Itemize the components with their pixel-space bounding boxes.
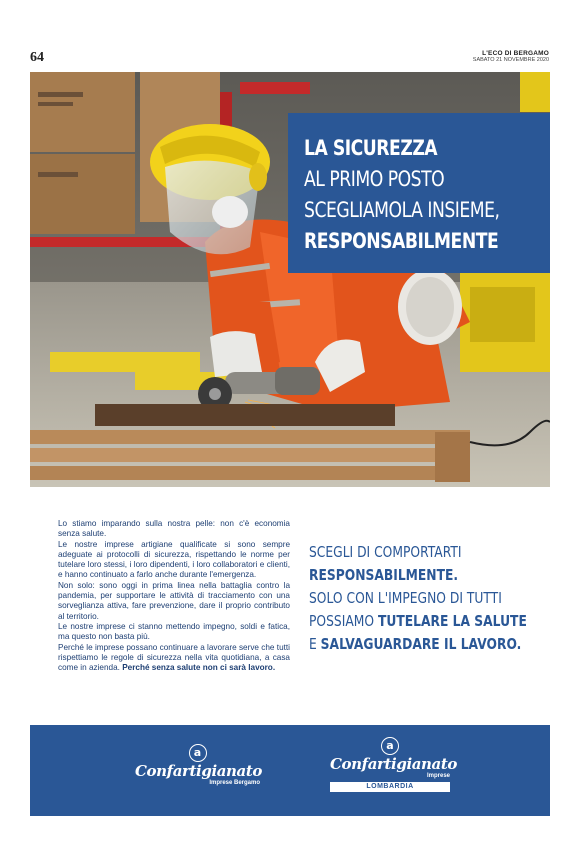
headline-line-1: LA SICUREZZA bbox=[304, 136, 438, 160]
logo-left-wordmark: Confartigianato bbox=[135, 762, 263, 780]
slogan-line-4 bbox=[309, 610, 527, 633]
body-paragraph-5 bbox=[58, 643, 290, 674]
headline-box bbox=[288, 113, 550, 273]
footer-band bbox=[30, 725, 550, 816]
body-closing-bold: Perché senza salute non ci sarà lavoro. bbox=[122, 663, 276, 673]
masthead bbox=[473, 50, 549, 63]
body-paragraph-1: Lo stiamo imparando sulla nostra pelle: non c'è economia senza salute. bbox=[58, 519, 290, 539]
slogan-line-2 bbox=[309, 564, 506, 587]
slogan-line-5-a: E bbox=[309, 635, 321, 653]
headline-line-4: RESPONSABILMENTE bbox=[304, 229, 499, 253]
logo-left-subtitle: Imprese Bergamo bbox=[209, 780, 260, 786]
body-paragraph-3: Non solo: sono oggi in prima linea nella battaglia contro la pandemia, per supportare le attività di tracciamento con una sorveglianza attiva, fare prevenzione, dare il proprio contributo al territorio. bbox=[58, 580, 290, 621]
headline-line-2: AL PRIMO POSTO bbox=[304, 167, 445, 191]
slogan-line-1: SCEGLI DI COMPORTARTI bbox=[309, 543, 462, 561]
publication-date: SABATO 21 NOVEMBRE 2020 bbox=[472, 57, 549, 64]
logo-right-subtitle: Imprese bbox=[426, 773, 450, 779]
body-paragraph-5-text: Perché le imprese possano continuare a lavorare serve che tutti rispettiamo le regole di sicurezza nella vita quotidiana, a casa come in azienda. bbox=[58, 642, 290, 673]
logo-confartigianato-lombardia bbox=[330, 737, 458, 792]
slogan bbox=[309, 541, 549, 656]
logo-confartigianato-bergamo bbox=[135, 744, 263, 787]
slogan-line-3: SOLO CON L'IMPEGNO DI TUTTI bbox=[309, 589, 502, 607]
slogan-line-4-a: POSSIAMO bbox=[309, 612, 378, 630]
slogan-line-5 bbox=[309, 633, 522, 656]
logo-right-region: LOMBARDIA bbox=[330, 782, 450, 792]
newspaper-name: L'ECO DI BERGAMO bbox=[482, 50, 549, 57]
body-text bbox=[58, 519, 290, 673]
headline-line-3: SCEGLIAMOLA INSIEME, bbox=[304, 198, 500, 222]
body-paragraph-4: Le nostre imprese ci stanno mettendo impegno, soldi e fatica, ma questo non basta più. bbox=[58, 621, 290, 642]
logo-right-wordmark: Confartigianato bbox=[330, 755, 458, 773]
slogan-line-5-bold: SALVAGUARDARE IL LAVORO. bbox=[320, 635, 522, 653]
slogan-line-2-bold: RESPONSABILMENTE. bbox=[309, 566, 459, 584]
body-paragraph-2: Le nostre imprese artigiane qualificate si sono sempre adeguate ai protocolli di sicurezza, rispettando le norme per tutelare loro stessi, i loro dipendenti, i loro collaboratori e clienti, e hanno continuato a farlo anche durante l'emergenza. bbox=[58, 539, 290, 580]
confartigianato-emblem-icon: a bbox=[381, 737, 399, 755]
slogan-line-4-bold: TUTELARE LA SALUTE bbox=[377, 612, 527, 630]
page-number: 64 bbox=[30, 50, 44, 65]
confartigianato-emblem-icon: a bbox=[189, 744, 207, 762]
